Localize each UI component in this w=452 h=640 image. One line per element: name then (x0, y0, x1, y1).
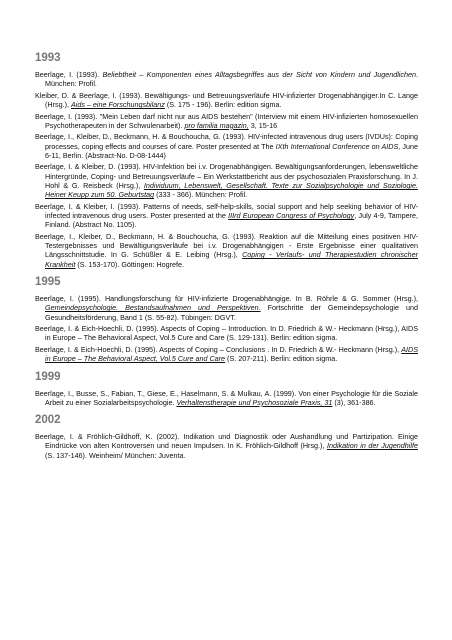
reference-title: Aids – eine Forschungsbilanz (70, 100, 165, 110)
reference-entry: Beerlage, I. (1993). Beliebtheit – Komponenten eines Alltagsbegriffes aus der Sicht von Kindern und Jugendlichen. München: Profil. (35, 70, 418, 89)
year-heading: 1999 (35, 370, 61, 383)
reference-entry: Beerlage, I. & Kleiber, I. (1993). Patterns of needs, self-help-skills, social support and help seeking behavior of HIV-infected intravenous drug users. Poster presented at the IIIrd European Congress of Psychology, July 4-9, Tampere, Finland. (Abstract No. 1105). (35, 201, 418, 230)
reference-title: pro familia magazin, (184, 120, 249, 130)
reference-entry: Beerlage, I. & Eich-Hoechli, D. (1995). Aspects of Coping – Introduction. In D. Friedrich & W.- Heckmann (Hrsg.), AIDS in Europe – The Behavioral Aspect, Vol.5 Cure and Care (S. 129-131). Berlin: edition sigma. (35, 324, 418, 343)
reference-title: Individuum, Lebenswelt, Gesellschaft. Texte zur Sozialpsychologie und Soziologie. Heiner Keupp zum 50. Geburtstag (45, 181, 418, 200)
reference-entry: Beerlage, I. (1995). Handlungsforschung für HIV-infizierte Drogenabhängige. In B. Röhrle & G. Sommer (Hrsg.), Gemeindepsychologie. Bestandsaufnahmen und Perspektiven. Fortschritte der Gemeindepsychologie und Gesundheitsförderung, Band 1 (S. 55-82). Tübingen: DGVT. (35, 294, 418, 322)
reference-entry: Beerlage, I. & Kleiber, D. (1993). HIV-Infektion bei i.v. Drogenabhängigen. Bewältigungsanforderungen, lebensweltliche Hintergründe, Coping- und Betreuungsverläufe – Ein Werkstattbericht aus der psychosozialen Praxisforschung. In J. Hohl & G. Reisbeck (Hrsg.), Individuum, Lebenswelt, Gesellschaft. Texte zur Sozialpsychologie und Soziologie. Heiner Keupp zum 50. Geburtstag (333 - 366). München: Profil. (35, 162, 418, 200)
bibliography-list (35, 52, 418, 462)
year-heading: 1995 (35, 276, 61, 289)
year-heading: 1993 (35, 52, 61, 64)
reference-title: Verhaltenstherapie und Psychosoziale Praxis, 31 (176, 397, 333, 407)
reference-title: AIDS in Europe – The Behavioral Aspect, Vol.5 Cure and Care (45, 344, 418, 364)
reference-title: Coping - Verlaufs- und Therapiestudien chronischer Krankheit (45, 250, 418, 269)
reference-title: Indikation in der Jugendhilfe (326, 441, 418, 451)
reference-title: IXth International Conference on AIDS (275, 141, 399, 151)
reference-entry: Kleiber, D. & Beerlage, I. (1993). Bewältigungs- und Betreuungsverläufe HIV-infizierter Drogenabhängiger.In C. Lange (Hrsg.), Aids – eine Forschungsbilanz (S. 175 - 196). Berlin: edition sigma. (35, 90, 418, 110)
reference-title: Beliebtheit – Komponenten eines Alltagsbegriffes aus der Sicht von Kindern und Jugendlichen (102, 70, 416, 79)
year-heading: 2002 (35, 414, 61, 427)
reference-entry: Beerlage, I., Busse, S., Fabian, T., Giese, E., Haselmann, S. & Mulkau, A. (1999). Von einer Psychologie für die Soziale Arbeit zu einer Sozialarbeitspsychologie. Verhaltenstherapie und Psychosoziale Praxis, 31 (3), 361-386. (35, 388, 418, 407)
reference-title: Gemeindepsychologie. Bestandsaufnahmen und Perspektiven. (45, 303, 261, 313)
reference-title: IIIrd European Congress of Psychology (228, 211, 355, 221)
reference-entry: Beerlage, I. (1993). "Mein Leben darf nicht nur aus AIDS bestehen" (Interview mit einem HIV-infizierten homosexuellen Psychotherapeuten in der Schwulenarbeit). pro familia magazin, 3, 15-16 (35, 111, 418, 130)
reference-entry: Beerlage, I., Kleiber, D., Beckmann, H. & Bouchoucha, G. (1993). HIV-infected intravenous drug users (IVDUs): Coping processes, coping effects and courses of care. Poster presented at The IXth International Conference on AIDS, June 6-11, Berlin. (Abstract-No. D-08-1444) (35, 132, 418, 160)
reference-entry: Beerlage, I., Kleiber, D., Beckmann, H. & Bouchoucha, G. (1993). Reaktion auf die Mitteilung eines positiven HIV-Testergebnisses und Bewältigungsverläufe bei i.v. Drogenabhängigen - Erste Ergebnisse einer qualitativen Längsschnittstudie. In G. Schüßler & E. Leibing (Hrsg.), Coping - Verlaufs- und Therapiestudien chronischer Krankheit (S. 153-170). Göttingen: Hogrefe. (35, 231, 418, 269)
reference-entry: Beerlage, I. & Fröhlich-Gildhoff, K. (2002). Indikation und Diagnostik oder Aushandlung und Partizipation. Einige Eindrücke von alten Kontroversen und neuen Impulsen. In K. Fröhlich-Gildhoff (Hrsg.), Indikation in der Jugendhilfe (S. 137-146). Weinheim/ München: Juventa. (35, 432, 418, 460)
reference-entry: Beerlage, I. & Eich-Hoechli, D. (1995). Aspects of Coping – Conclusions . In D. Friedrich & W.- Heckmann (Hrsg.), AIDS in Europe – The Behavioral Aspect, Vol.5 Cure and Care (S. 207-211). Berlin: edition sigma. (35, 344, 418, 364)
